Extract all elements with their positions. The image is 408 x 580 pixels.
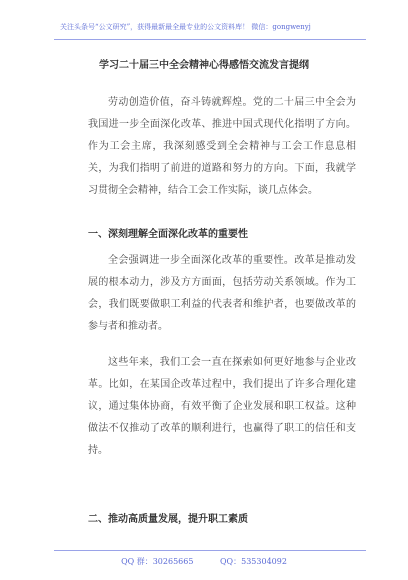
section1-paragraph-1: 全会强调进一步全面深化改革的重要性。改革是推动发展的根本动力，涉及方方面面，包括劳动关系领域。作为工会，我们既要做职工利益的代表者和维护者，也要做改革的参与者和推动者。: [88, 255, 356, 332]
section-heading-2: 二、推动高质量发展，提升职工素质: [88, 514, 248, 525]
header-note: 关注头条号“公文研究”，获得最新最全最专业的公文资料库！ 微信：gongwenyj: [60, 23, 311, 31]
section-heading-1: 一、深刻理解全面深化改革的重要性: [88, 229, 248, 240]
section1-paragraph-2: 这些年来，我们工会一直在探索如何更好地参与企业改革。比如，在某国企改革过程中，我们提出了许多合理化建议，通过集体协商，有效平衡了企业发展和职工权益。这种做法不仅推动了改革的顺利进行，也赢得了职工的信任和支持。: [88, 357, 356, 456]
footer: [0, 556, 408, 567]
footer-divider: [54, 550, 366, 551]
header-divider: [54, 39, 366, 40]
footer-qq-group: QQ 群：30265665: [121, 557, 194, 566]
intro-paragraph: 劳动创造价值，奋斗铸就辉煌。党的二十届三中全会为我国进一步全面深化改革、推进中国式现代化指明了方向。作为工会主席，我深刻感受到全会精神与工会工作息息相关，为我们指明了前进的道路和努力的方向。下面，我就学习贯彻全会精神，结合工会工作实际，谈几点体会。: [88, 97, 356, 196]
document-title: 学习二十届三中全会精神心得感悟交流发言提纲: [99, 60, 309, 71]
footer-qq: QQ：535304092: [220, 557, 287, 566]
